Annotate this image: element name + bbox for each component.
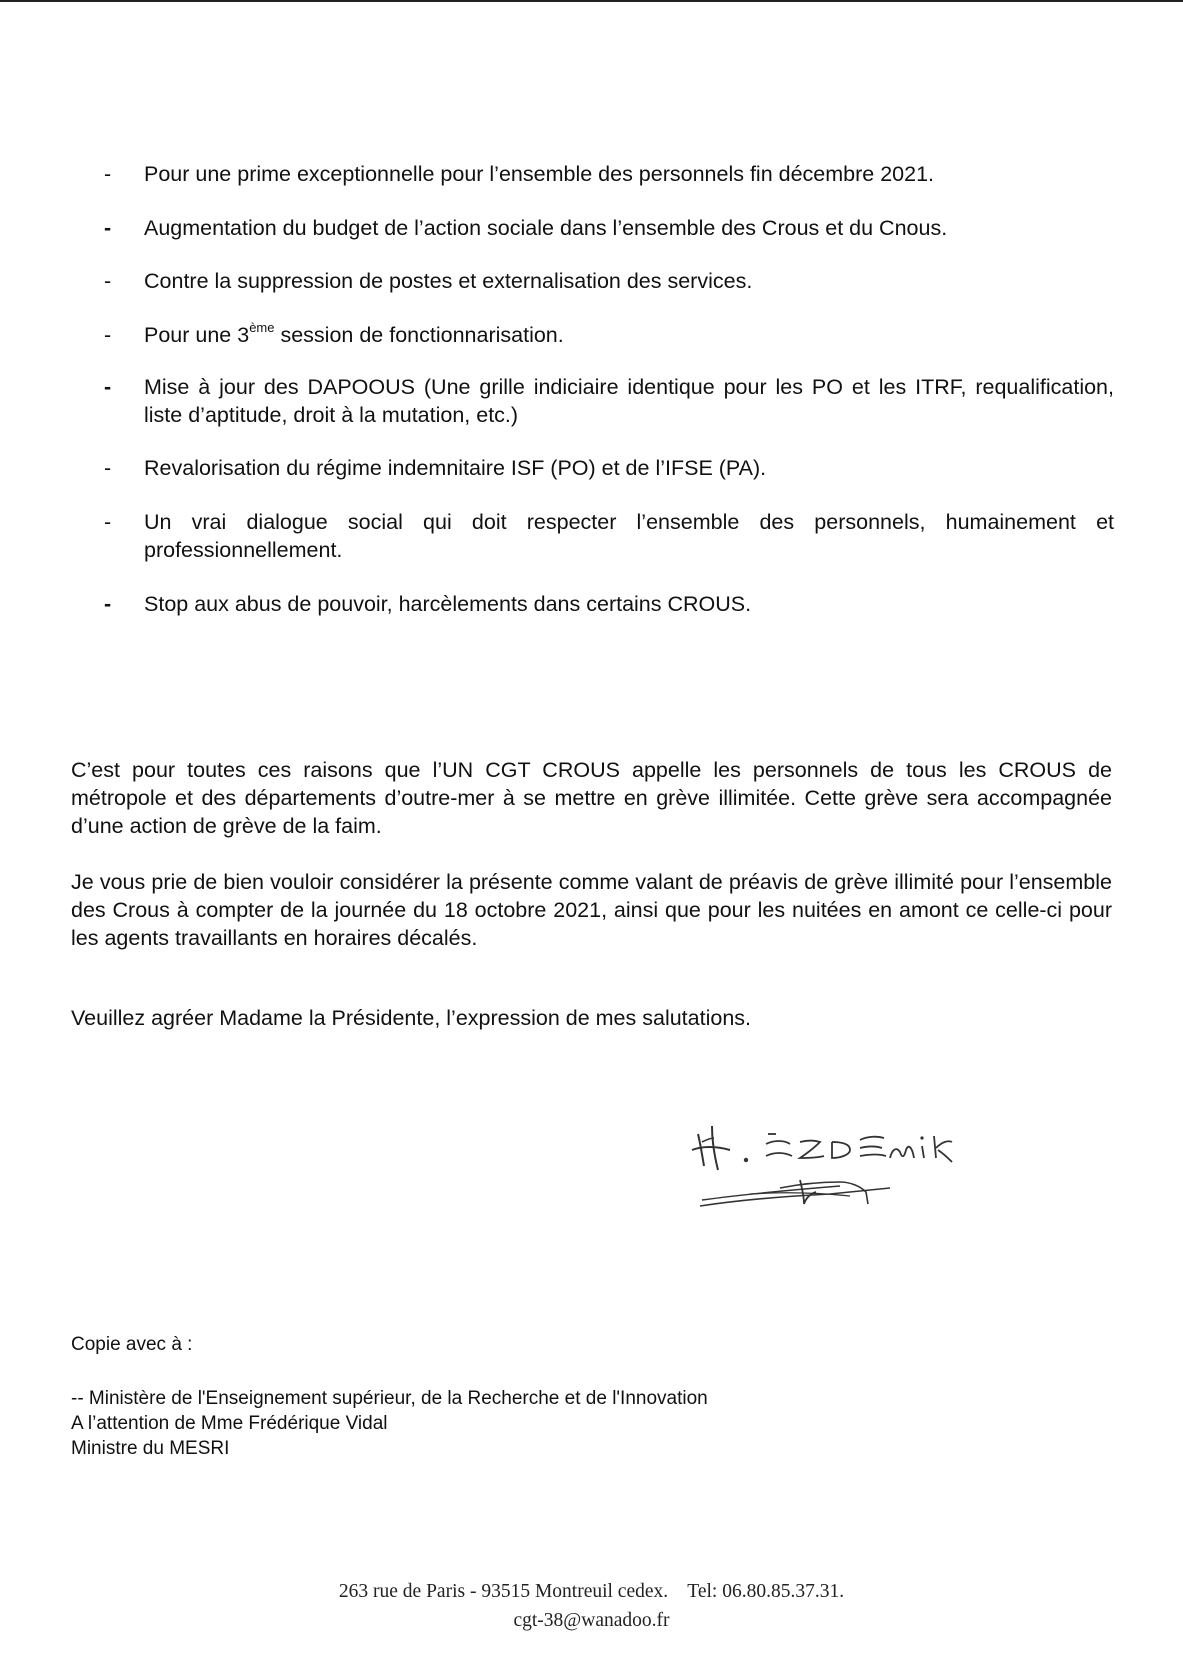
demand-item [104,373,1114,429]
top-border-line [0,0,1183,2]
demand-text: Pour une prime exceptionnelle pour l’ensemble des personnels fin décembre 2021. [144,162,935,186]
demand-text [144,321,1114,349]
demand-item [104,214,1114,242]
bullet-dash: - [104,592,112,616]
copy-heading: Copie avec à : [71,1334,193,1355]
bullet-dash: - [104,269,112,293]
demand-text-after: session de fonctionnarisation. [274,323,564,347]
demand-item [104,590,1114,618]
superscript-ordinal: ème [249,319,275,335]
demand-text-before: Pour une 3 [144,323,250,347]
strike-notice-paragraph: Je vous prie de bien vouloir considérer la présente comme valant de préavis de grève illimité pour l’ensemble des Crous à compter de la journée du 18 octobre 2021, ainsi que pour les nuitées en amont ce celle-ci pour les agents travaillants en horaires décalés. [71,870,1112,950]
bullet-dash: - [104,510,112,534]
closing-salutation: Veuillez agréer Madame la Présidente, l’expression de mes salutations. [71,1006,752,1030]
demand-text: Stop aux abus de pouvoir, harcèlements dans certains CROUS. [144,592,752,616]
handwritten-signature [690,1112,1020,1212]
signature-drawing [690,1112,1020,1212]
copy-recipient-line: -- Ministère de l'Enseignement supérieur, de la Recherche et de l'Innovation [71,1388,708,1409]
demand-text: Mise à jour des DAPOOUS (Une grille indiciaire identique pour les PO et les ITRF, requalification, liste d’aptitude, droit à la mutation, etc.) [144,375,1114,427]
footer-address: 263 rue de Paris - 93515 Montreuil cedex. Tel: 06.80.85.37.31. [338,1581,845,1602]
bullet-dash: - [104,456,112,480]
demand-item [104,321,1114,349]
demand-text: Augmentation du budget de l’action sociale dans l’ensemble des Crous et du Cnous. [144,216,948,240]
demand-text: Revalorisation du régime indemnitaire ISF (PO) et de l’IFSE (PA). [144,456,767,480]
bullet-dash: - [104,216,112,240]
demand-item [104,508,1114,564]
demand-text: Contre la suppression de postes et externalisation des services. [144,269,753,293]
copy-recipient-line: Ministre du MESRI [71,1438,230,1459]
demand-text: Un vrai dialogue social qui doit respecter l’ensemble des personnels, humainement et professionnellement. [144,510,1114,562]
bullet-dash: - [104,162,112,186]
demand-item [104,454,1114,482]
demand-item [104,160,1114,188]
bullet-dash: - [104,375,112,399]
strike-call-paragraph: C’est pour toutes ces raisons que l’UN CGT CROUS appelle les personnels de tous les CROUS de métropole et des départements d’outre-mer à se mettre en grève illimitée. Cette grève sera accompagnée d’une action de grève de la faim. [71,758,1112,838]
bullet-dash: - [104,323,112,347]
demand-item [104,267,1114,295]
copy-recipient-line: A l’attention de Mme Frédérique Vidal [71,1413,388,1434]
footer-email: cgt-38@wanadoo.fr [513,1610,670,1631]
